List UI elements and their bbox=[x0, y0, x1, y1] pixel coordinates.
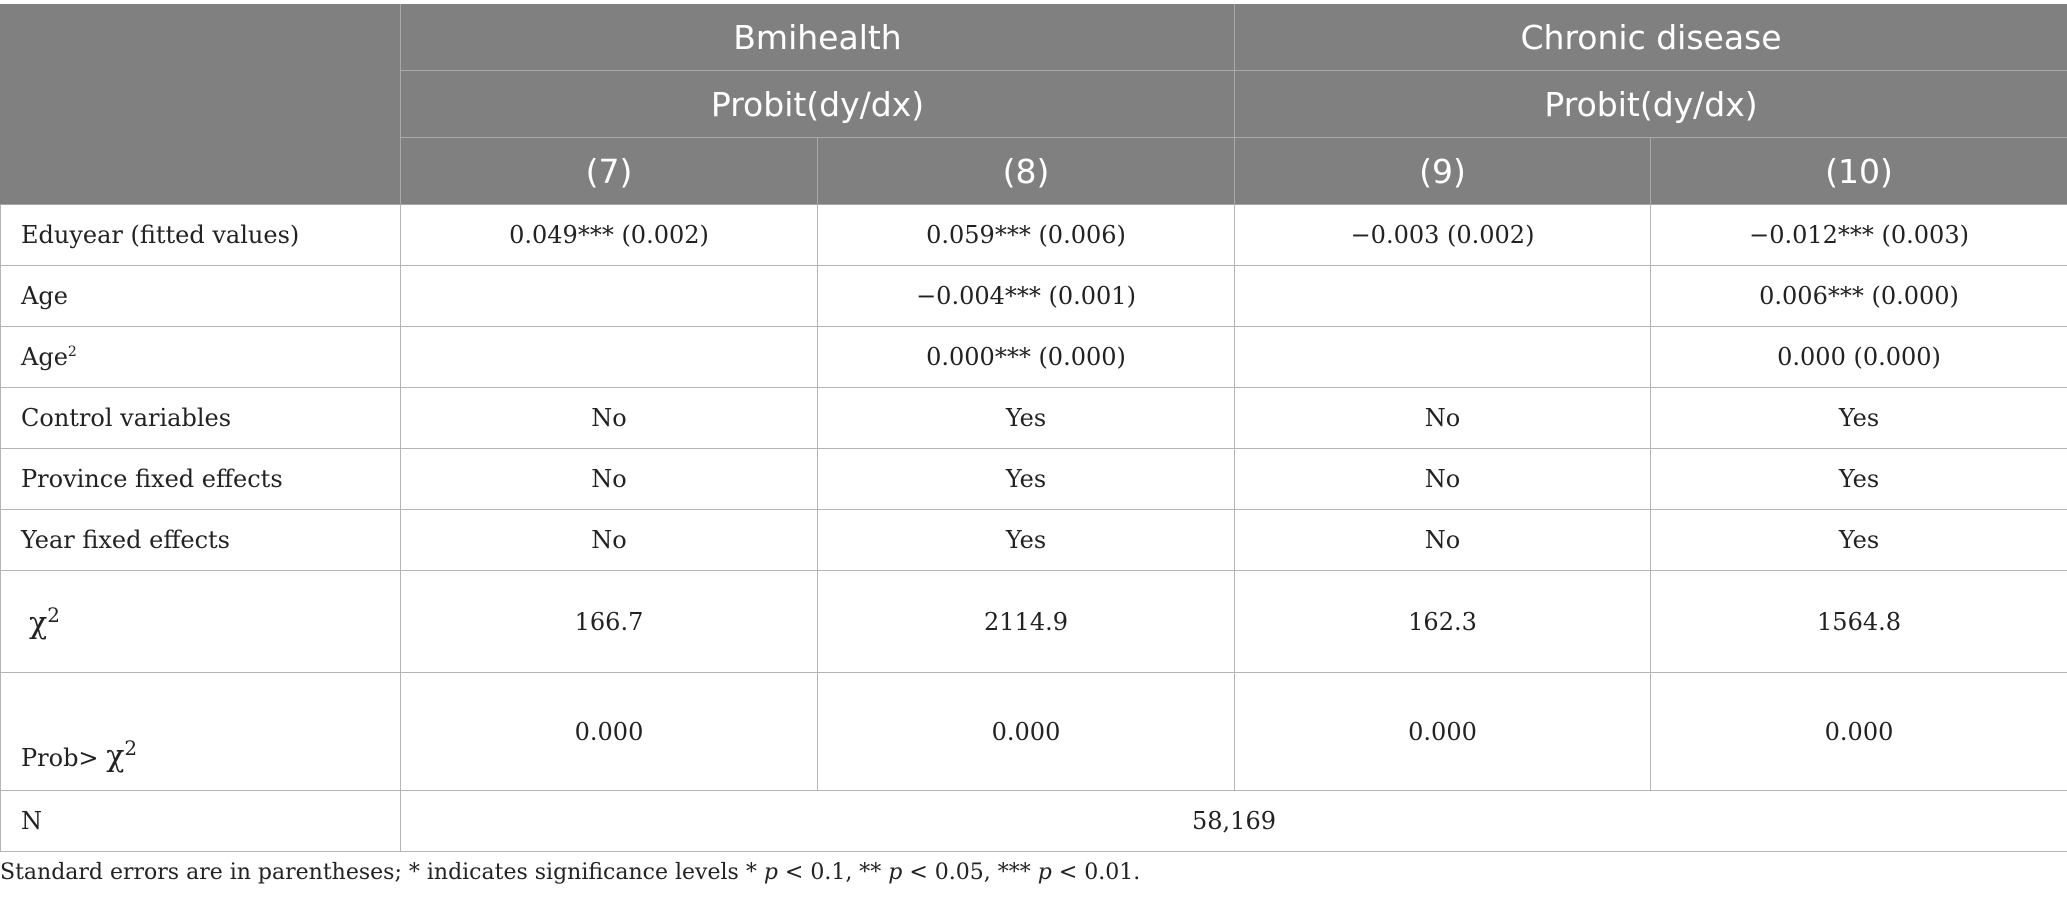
table-cell: No bbox=[1235, 449, 1651, 510]
header-col-9: (9) bbox=[1235, 138, 1651, 205]
table-body bbox=[1, 205, 2067, 852]
table-cell: 0.000 bbox=[401, 673, 818, 791]
superscript: 2 bbox=[47, 602, 60, 627]
table-cell: Yes bbox=[1651, 449, 2067, 510]
table-cell bbox=[401, 327, 818, 388]
table-row bbox=[1, 205, 2067, 266]
note-text: < 0.05, *** bbox=[902, 860, 1038, 885]
table-cell: 162.3 bbox=[1235, 571, 1651, 673]
row-label-n: N bbox=[1, 791, 401, 852]
table-cell: 0.000 (0.000) bbox=[1651, 327, 2067, 388]
header-col-8: (8) bbox=[818, 138, 1235, 205]
row-label-eduyear: Eduyear (fitted values) bbox=[1, 205, 401, 266]
table-row bbox=[1, 449, 2067, 510]
table-cell: 0.000 bbox=[1651, 673, 2067, 791]
row-label-age-squared bbox=[1, 327, 401, 388]
table-cell: −0.012*** (0.003) bbox=[1651, 205, 2067, 266]
row-label-controls: Control variables bbox=[1, 388, 401, 449]
table-cell bbox=[1235, 327, 1651, 388]
superscript: 2 bbox=[67, 344, 77, 360]
header-col-7: (7) bbox=[401, 138, 818, 205]
table-cell: 0.059*** (0.006) bbox=[818, 205, 1235, 266]
header-model-chronic: Probit(dy/dx) bbox=[1235, 71, 2067, 138]
note-p: p bbox=[763, 860, 778, 885]
table-cell: 166.7 bbox=[401, 571, 818, 673]
table-cell: No bbox=[1235, 388, 1651, 449]
chi-letter: χ bbox=[106, 739, 125, 774]
table-cell: 0.000 bbox=[818, 673, 1235, 791]
table-cell: 0.000 bbox=[1235, 673, 1651, 791]
chi-symbol bbox=[106, 736, 137, 774]
table-cell: 2114.9 bbox=[818, 571, 1235, 673]
note-p: p bbox=[1037, 860, 1052, 885]
table-footnote bbox=[0, 860, 1140, 885]
table-cell: No bbox=[401, 388, 818, 449]
chi-symbol bbox=[29, 603, 60, 641]
table-cell: Yes bbox=[1651, 388, 2067, 449]
table-cell bbox=[1235, 266, 1651, 327]
note-text: < 0.1, ** bbox=[777, 860, 889, 885]
table-cell: 0.006*** (0.000) bbox=[1651, 266, 2067, 327]
age-squared-label: Age bbox=[21, 343, 68, 371]
table-cell: 1564.8 bbox=[1651, 571, 2067, 673]
row-label-chi-squared bbox=[1, 571, 401, 673]
table-row bbox=[1, 388, 2067, 449]
header-model-bmihealth: Probit(dy/dx) bbox=[401, 71, 1235, 138]
table-cell bbox=[401, 266, 818, 327]
table-row bbox=[1, 510, 2067, 571]
table-cell: Yes bbox=[1651, 510, 2067, 571]
table-cell: Yes bbox=[818, 449, 1235, 510]
note-text: < 0.01. bbox=[1051, 860, 1141, 885]
note-p: p bbox=[888, 860, 903, 885]
table-row bbox=[1, 327, 2067, 388]
table-row bbox=[1, 571, 2067, 673]
row-label-province-fe: Province fixed effects bbox=[1, 449, 401, 510]
header-corner bbox=[1, 4, 401, 205]
regression-table bbox=[0, 4, 2067, 852]
header-group-chronic-disease: Chronic disease bbox=[1235, 4, 2067, 71]
table-cell: Yes bbox=[818, 388, 1235, 449]
table-cell: No bbox=[401, 449, 818, 510]
header-col-10: (10) bbox=[1651, 138, 2067, 205]
table-cell: 0.000*** (0.000) bbox=[818, 327, 1235, 388]
row-label-age: Age bbox=[1, 266, 401, 327]
table-cell: Yes bbox=[818, 510, 1235, 571]
table-cell: 0.049*** (0.002) bbox=[401, 205, 818, 266]
table-row bbox=[1, 673, 2067, 791]
note-text: Standard errors are in parentheses; * indicates significance levels * bbox=[0, 860, 764, 885]
table-cell-n: 58,169 bbox=[401, 791, 2067, 852]
header-group-bmihealth: Bmihealth bbox=[401, 4, 1235, 71]
table-cell: −0.004*** (0.001) bbox=[818, 266, 1235, 327]
table-cell: No bbox=[1235, 510, 1651, 571]
table-header bbox=[1, 4, 2067, 205]
row-label-prob-chi-squared bbox=[1, 673, 401, 791]
table-row bbox=[1, 266, 2067, 327]
table-cell: No bbox=[401, 510, 818, 571]
row-label-year-fe: Year fixed effects bbox=[1, 510, 401, 571]
table-cell: −0.003 (0.002) bbox=[1235, 205, 1651, 266]
table-row bbox=[1, 791, 2067, 852]
chi-letter: χ bbox=[29, 605, 48, 641]
prob-label: Prob> bbox=[21, 744, 99, 772]
superscript: 2 bbox=[124, 736, 138, 760]
